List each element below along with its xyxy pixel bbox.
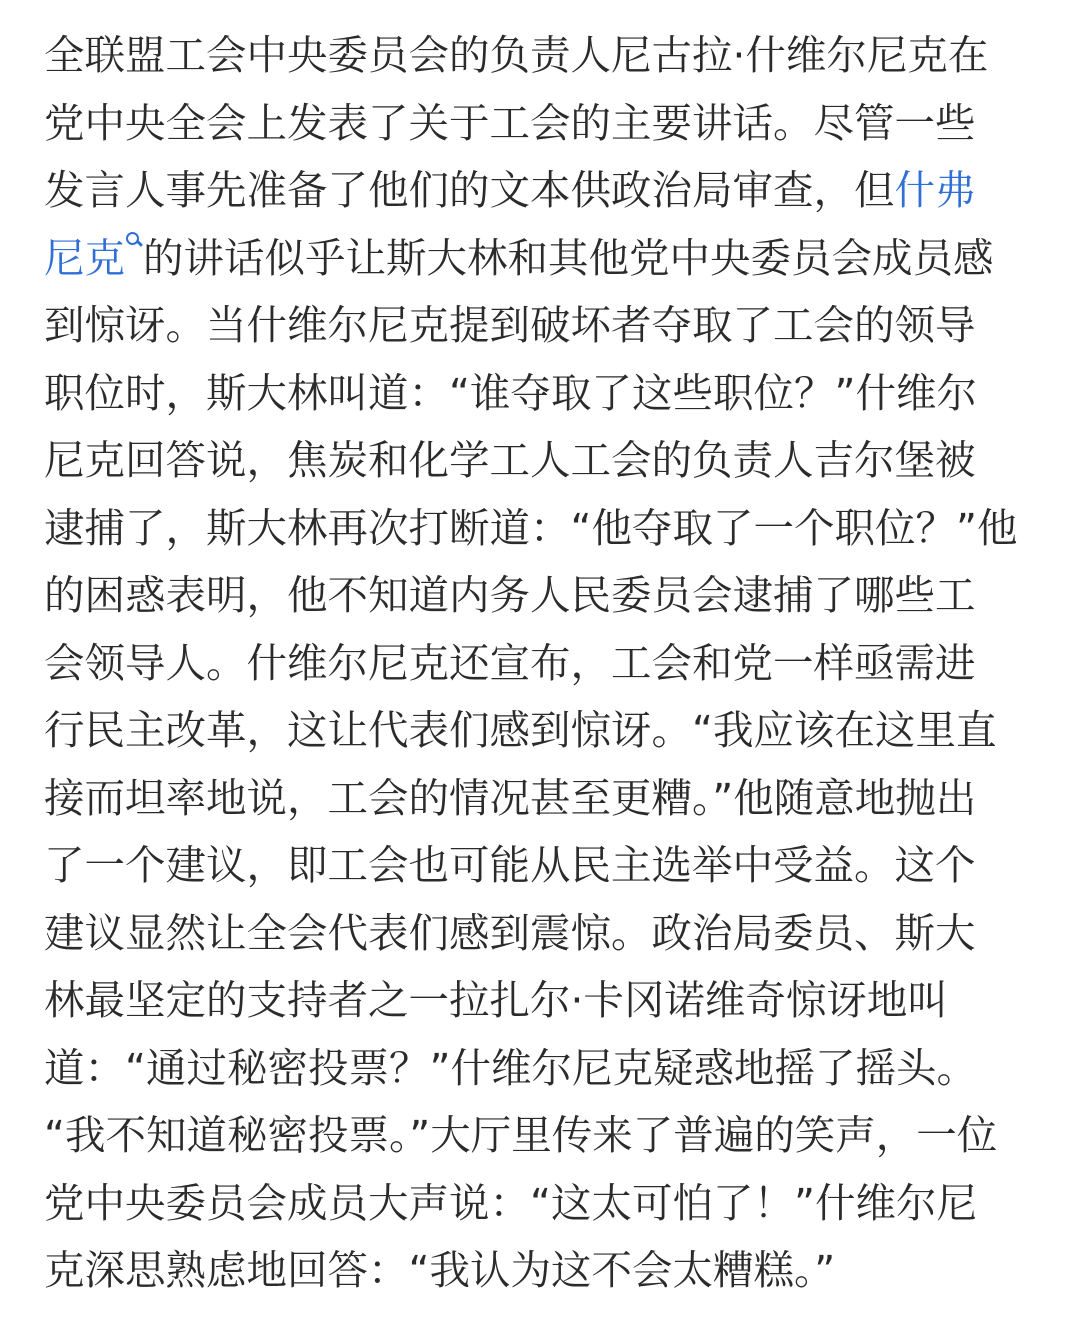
text-line-17: “我不知道秘密投票。”大厅里传来了普遍的笑声，一位 bbox=[44, 1111, 998, 1159]
text-line-13: 了一个建议，即工会也可能从民主选举中受益。这个 bbox=[44, 841, 976, 889]
search-icon bbox=[125, 229, 141, 257]
text-line-18: 党中央委员会成员大声说：“这太可怕了！”什维尔尼 bbox=[44, 1178, 977, 1227]
text-line-8: 逮捕了，斯大林再次打断道：“他夺取了一个职位？”他 bbox=[44, 503, 1018, 552]
text-line-12: 接而坦率地说，工会的情况甚至更糟。”他随意地抛出 bbox=[44, 773, 977, 822]
shvernik-link-text: 尼克 bbox=[44, 233, 125, 282]
shvernik-link-part2[interactable] bbox=[44, 234, 143, 282]
text-line-4 bbox=[44, 225, 1044, 293]
shvernik-link-part1[interactable]: 什弗 bbox=[894, 166, 976, 214]
text-line-2: 党中央全会上发表了关于工会的主要讲话。尽管一些 bbox=[44, 98, 976, 147]
text-line-4-rest: 的讲话似乎让斯大林和其他党中央委员会成员感 bbox=[143, 233, 994, 282]
text-line-14: 建议显然让全会代表们感到震惊。政治局委员、斯大 bbox=[44, 908, 976, 957]
article-paragraph bbox=[44, 22, 1044, 1305]
text-line-7: 尼克回答说，焦炭和化学工人工会的负责人吉尔堡被 bbox=[44, 436, 976, 484]
text-line-1: 全联盟工会中央委员会的负责人尼古拉·什维尔尼克在 bbox=[44, 31, 989, 79]
text-line-15: 林最坚定的支持者之一拉扎尔·卡冈诺维奇惊讶地叫 bbox=[44, 976, 948, 1024]
text-line-6: 职位时，斯大林叫道：“谁夺取了这些职位？”什维尔 bbox=[44, 368, 977, 417]
text-line-9: 的困惑表明，他不知道内务人民委员会逮捕了哪些工 bbox=[44, 571, 976, 619]
text-line-19: 克深思熟虑地回答：“我认为这不会太糟糕。” bbox=[44, 1246, 836, 1294]
text-line-10: 会领导人。什维尔尼克还宣布，工会和党一样亟需进 bbox=[44, 638, 976, 687]
text-line-5: 到惊讶。当什维尔尼克提到破坏者夺取了工会的领导 bbox=[44, 301, 976, 349]
text-line-11: 行民主改革，这让代表们感到惊讶。“我应该在这里直 bbox=[44, 706, 997, 754]
text-line-3-lead: 发言人事先准备了他们的文本供政治局审查，但 bbox=[44, 166, 895, 214]
text-line-3 bbox=[44, 157, 1044, 225]
text-line-16: 道：“通过秘密投票？”什维尔尼克疑惑地摇了摇头。 bbox=[44, 1043, 977, 1092]
